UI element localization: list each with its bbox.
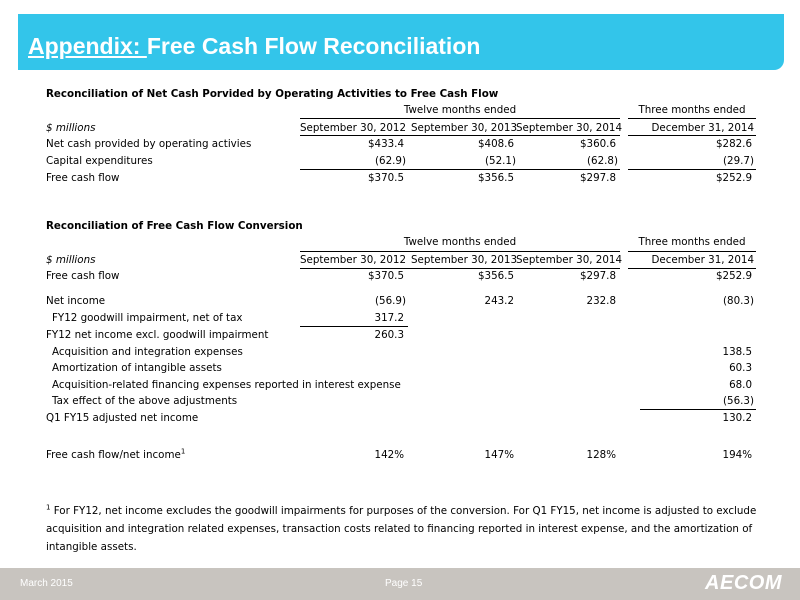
table1-group-underline-three bbox=[628, 118, 756, 119]
footer-bar bbox=[0, 568, 800, 600]
title-bar bbox=[18, 14, 784, 70]
table1-cell: $282.6 bbox=[715, 138, 752, 150]
table2-cell: 317.2 bbox=[374, 312, 404, 324]
table1-row-label: Net cash provided by operating activies bbox=[46, 138, 252, 150]
footer-date: March 2015 bbox=[20, 578, 73, 589]
table1-col-header: December 31, 2014 bbox=[651, 122, 754, 134]
table2-row-label: Acquisition and integration expenses bbox=[52, 346, 243, 358]
table1-subtotal-line bbox=[628, 169, 756, 170]
table1-subtotal-line bbox=[300, 169, 620, 170]
table2-row-label-text: Free cash flow/net income bbox=[46, 449, 181, 461]
footnote-marker: 1 bbox=[180, 447, 186, 456]
table2-group-underline-three bbox=[628, 251, 756, 252]
table2-cell: 130.2 bbox=[722, 412, 752, 424]
table2-units: $ millions bbox=[46, 254, 96, 266]
table1-col-header: September 30, 2014 bbox=[515, 122, 622, 134]
table1-units: $ millions bbox=[46, 122, 96, 134]
table1-cell: $297.8 bbox=[579, 172, 616, 184]
table1-group-twelve: Twelve months ended bbox=[403, 104, 517, 116]
table2-cell: 128% bbox=[586, 449, 616, 461]
table1-cell: $356.5 bbox=[477, 172, 514, 184]
table1-row-label: Capital expenditures bbox=[46, 155, 153, 167]
table1-cell: $370.5 bbox=[367, 172, 404, 184]
footnote-marker: 1 bbox=[46, 503, 51, 512]
table2-cell: 142% bbox=[374, 449, 404, 461]
table1-cell: (62.9) bbox=[375, 155, 406, 167]
table1-cell: (52.1) bbox=[485, 155, 516, 167]
footnote bbox=[46, 502, 766, 556]
table1-col-header: September 30, 2012 bbox=[299, 122, 406, 134]
table2-row-label: Amortization of intangible assets bbox=[52, 362, 222, 374]
table2-cell: 138.5 bbox=[722, 346, 752, 358]
table2-row-label: FY12 net income excl. goodwill impairment bbox=[46, 329, 269, 341]
table1-title: Reconciliation of Net Cash Porvided by Operating Activities to Free Cash Flow bbox=[46, 88, 499, 100]
table2-subtotal-line bbox=[640, 409, 756, 410]
table1-header-underline bbox=[300, 135, 620, 136]
table1-cell: $433.4 bbox=[367, 138, 404, 150]
table2-row-label: Net income bbox=[46, 295, 106, 307]
table2-cell: $356.5 bbox=[477, 270, 514, 282]
table1-group-three: Three months ended bbox=[638, 104, 746, 116]
table2-cell: (56.9) bbox=[375, 295, 406, 307]
table2-row-label: Free cash flow bbox=[46, 270, 120, 282]
table2-cell: 232.8 bbox=[586, 295, 616, 307]
table2-cell: $370.5 bbox=[367, 270, 404, 282]
table2-row-label: Tax effect of the above adjustments bbox=[52, 395, 238, 407]
footer-page-number: Page 15 bbox=[385, 578, 423, 589]
table2-subtotal-line bbox=[300, 326, 408, 327]
table1-cell: (29.7) bbox=[723, 155, 754, 167]
footnote-text: For FY12, net income excludes the goodwill impairments for purposes of the conversion. For Q1 FY15, net income is adjusted to exclude acquisition and integration related expenses, transaction costs related to financing reported in interest expense, and the amortization of intangible assets. bbox=[46, 505, 757, 553]
table2-cell: 60.3 bbox=[729, 362, 752, 374]
table2-cell: 147% bbox=[484, 449, 514, 461]
page-title bbox=[28, 33, 480, 60]
table2-cell: 194% bbox=[722, 449, 752, 461]
table2-col-header: December 31, 2014 bbox=[651, 254, 754, 266]
table2-cell: $297.8 bbox=[579, 270, 616, 282]
page-title-rest: Free Cash Flow Reconciliation bbox=[146, 33, 481, 59]
company-logo: AECOM bbox=[705, 572, 782, 594]
table1-cell: $252.9 bbox=[715, 172, 752, 184]
table2-cell: 68.0 bbox=[729, 379, 752, 391]
table2-row-label: Q1 FY15 adjusted net income bbox=[46, 412, 199, 424]
table2-row-label bbox=[46, 448, 185, 462]
table2-cell: $252.9 bbox=[715, 270, 752, 282]
table2-group-underline-twelve bbox=[300, 251, 620, 252]
table1-header-underline bbox=[628, 135, 756, 136]
table1-group-underline-twelve bbox=[300, 118, 620, 119]
table2-title: Reconciliation of Free Cash Flow Conversion bbox=[46, 220, 303, 232]
table1-col-header: September 30, 2013 bbox=[410, 122, 517, 134]
page-title-prefix: Appendix: bbox=[28, 33, 147, 59]
table2-row-label: Acquisition-related financing expenses reported in interest expense bbox=[52, 379, 401, 391]
table1-cell: $408.6 bbox=[477, 138, 514, 150]
table2-group-twelve: Twelve months ended bbox=[403, 236, 517, 248]
table1-row-label: Free cash flow bbox=[46, 172, 120, 184]
table2-col-header: September 30, 2014 bbox=[515, 254, 622, 266]
table2-cell: 260.3 bbox=[374, 329, 404, 341]
table2-group-three: Three months ended bbox=[638, 236, 746, 248]
table1-cell: (62.8) bbox=[587, 155, 618, 167]
table2-cell: 243.2 bbox=[484, 295, 514, 307]
table2-col-header: September 30, 2013 bbox=[410, 254, 517, 266]
table2-cell: (80.3) bbox=[723, 295, 754, 307]
table2-cell: (56.3) bbox=[723, 395, 754, 407]
table1-cell: $360.6 bbox=[579, 138, 616, 150]
table2-col-header: September 30, 2012 bbox=[299, 254, 406, 266]
table2-row-label: FY12 goodwill impairment, net of tax bbox=[52, 312, 243, 324]
